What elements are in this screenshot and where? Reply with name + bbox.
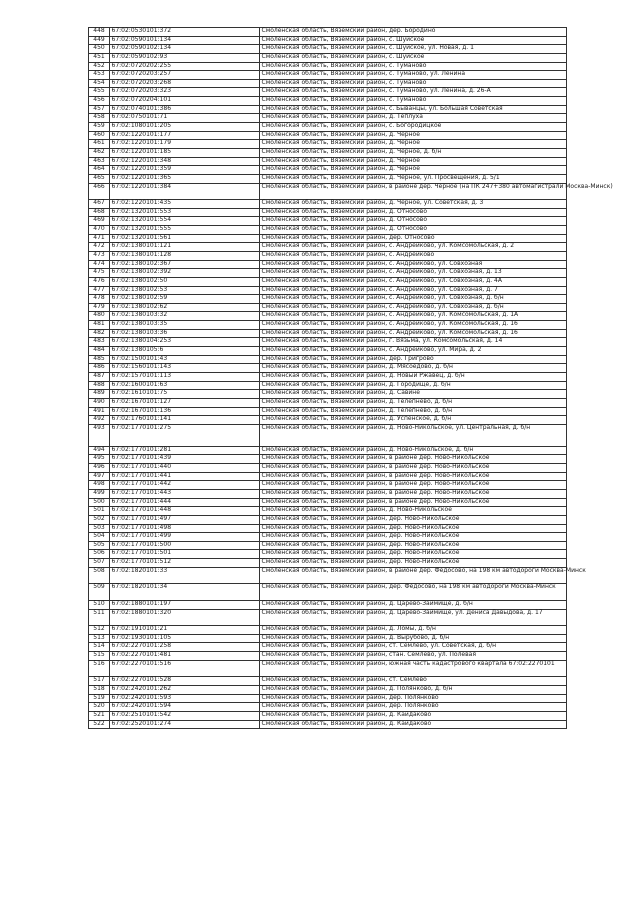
cadastral-number-cell: 67:02:2270101:481 <box>110 652 260 661</box>
address-cell: Смоленская область, Вяземский район, дер. Относово <box>260 234 567 243</box>
row-number-cell: 466 <box>89 183 110 200</box>
row-number-cell: 507 <box>89 559 110 568</box>
address-cell: Смоленская область, Вяземский район, в районе дер. Ново-Никольское <box>260 498 567 507</box>
address-cell: Смоленская область, Вяземский район, стан. Семлево, ул. Полевая <box>260 652 567 661</box>
cadastral-number-cell: 67:02:1380102:62 <box>110 303 260 312</box>
row-number-cell: 476 <box>89 277 110 286</box>
cadastral-number-cell: 67:02:0720202:255 <box>110 62 260 71</box>
cadastral-number-cell: 67:02:1220101:435 <box>110 200 260 209</box>
cadastral-number-cell: 67:02:2420101:262 <box>110 685 260 694</box>
cadastral-number-cell: 67:02:0590102:93 <box>110 53 260 62</box>
table-row <box>89 600 567 609</box>
row-number-cell: 472 <box>89 243 110 252</box>
table-row <box>89 398 567 407</box>
address-cell: Смоленская область, Вяземский район, с. Богородицкое <box>260 123 567 132</box>
cadastral-number-cell: 67:02:1770101:440 <box>110 464 260 473</box>
cadastral-number-cell: 67:02:1380102:50 <box>110 277 260 286</box>
cadastral-number-cell: 67:02:1380101:121 <box>110 243 260 252</box>
row-number-cell: 454 <box>89 79 110 88</box>
address-cell: Смоленская область, Вяземский район, в районе дер. Ново-Никольское <box>260 464 567 473</box>
cadastral-number-cell: 67:02:2420101:594 <box>110 703 260 712</box>
address-cell: Смоленская область, Вяземский район, с. Андрейково, ул. Комсомольская, д. 16 <box>260 321 567 330</box>
cadastral-number-cell: 67:02:0720203:257 <box>110 71 260 80</box>
address-cell: Смоленская область, Вяземский район, д. Теплуха <box>260 114 567 123</box>
row-number-cell: 521 <box>89 711 110 720</box>
cadastral-number-cell: 67:02:1380102:392 <box>110 269 260 278</box>
address-cell: Смоленская область, Вяземский район, д. Черное, ул. Просвещения, д. 5/1 <box>260 174 567 183</box>
row-number-cell: 463 <box>89 157 110 166</box>
address-cell: Смоленская область, Вяземский район, с. Андрейково, ул. Совхозная, д. б/н <box>260 295 567 304</box>
row-number-cell: 450 <box>89 45 110 54</box>
address-cell: Смоленская область, Вяземский район, д. Телепнево, д. б/н <box>260 398 567 407</box>
address-cell: Смоленская область, Вяземский район, дер. Ново-Никольское <box>260 550 567 559</box>
row-number-cell: 469 <box>89 217 110 226</box>
cadastral-number-cell: 67:02:0590102:134 <box>110 45 260 54</box>
table-row <box>89 123 567 132</box>
address-cell: Смоленская область, Вяземский район, с. Андрейково, ул. Совхозная, д. 4А <box>260 277 567 286</box>
row-number-cell: 516 <box>89 660 110 677</box>
row-number-cell: 490 <box>89 398 110 407</box>
cadastral-number-cell: 67:02:1380105:6 <box>110 347 260 356</box>
address-cell: Смоленская область, Вяземский район, д. Городище, д. б/н <box>260 381 567 390</box>
cadastral-number-cell: 67:02:1560101:143 <box>110 364 260 373</box>
cadastral-number-cell: 67:02:1220101:365 <box>110 174 260 183</box>
address-cell: Смоленская область, Вяземский район, с. Шуйское <box>260 53 567 62</box>
cadastral-number-cell: 67:02:1770101:441 <box>110 472 260 481</box>
address-cell: Смоленская область, Вяземский район, дер. Полянково <box>260 703 567 712</box>
row-number-cell: 494 <box>89 446 110 455</box>
table-row <box>89 183 567 200</box>
row-number-cell: 458 <box>89 114 110 123</box>
table-row <box>89 559 567 568</box>
row-number-cell: 452 <box>89 62 110 71</box>
row-number-cell: 511 <box>89 609 110 626</box>
row-number-cell: 486 <box>89 364 110 373</box>
cadastral-number-cell: 67:02:1770101:448 <box>110 507 260 516</box>
cadastral-number-cell: 67:02:1770101:443 <box>110 489 260 498</box>
address-cell: Смоленская область, Вяземский район, с. Шуйское, ул. Новая, д. 1 <box>260 45 567 54</box>
address-cell: Смоленская область, Вяземский район, д. Мясоедово, д. б/н <box>260 364 567 373</box>
row-number-cell: 513 <box>89 634 110 643</box>
row-number-cell: 473 <box>89 251 110 260</box>
address-cell: Смоленская область, Вяземский район, дер. Полянково <box>260 694 567 703</box>
address-cell: Смоленская область, Вяземский район, дер. Ново-Никольское <box>260 533 567 542</box>
cadastral-number-cell: 67:02:1600101:63 <box>110 381 260 390</box>
table-row <box>89 372 567 381</box>
table-row <box>89 321 567 330</box>
address-cell: Смоленская область, Вяземский район, д. Кайдаково <box>260 720 567 729</box>
row-number-cell: 457 <box>89 105 110 114</box>
row-number-cell: 468 <box>89 208 110 217</box>
table-row <box>89 347 567 356</box>
cadastral-number-cell: 67:02:0750101:71 <box>110 114 260 123</box>
row-number-cell: 480 <box>89 312 110 321</box>
table-row <box>89 609 567 626</box>
cadastral-number-cell: 67:02:1380101:128 <box>110 251 260 260</box>
table-row <box>89 97 567 106</box>
cadastral-number-cell: 67:02:0720204:101 <box>110 97 260 106</box>
row-number-cell: 467 <box>89 200 110 209</box>
row-number-cell: 488 <box>89 381 110 390</box>
row-number-cell: 471 <box>89 234 110 243</box>
address-cell: Смоленская область, Вяземский район, д. Полянково, д. б/н <box>260 685 567 694</box>
address-cell: Смоленская область, Вяземский район, с. Андрейково, ул. Совхозная <box>260 260 567 269</box>
address-cell: Смоленская область, Вяземский район, с. Андрейково, ул. Комсомольская, д. 1А <box>260 312 567 321</box>
address-cell: Смоленская область, Вяземский район, д. Ново-Никольское <box>260 507 567 516</box>
row-number-cell: 460 <box>89 131 110 140</box>
row-number-cell: 512 <box>89 626 110 635</box>
row-number-cell: 500 <box>89 498 110 507</box>
row-number-cell: 493 <box>89 424 110 446</box>
row-number-cell: 448 <box>89 28 110 37</box>
address-cell: Смоленская область, Вяземский район, с. Андрейково, ул. Совхозная, д. б/н <box>260 303 567 312</box>
row-number-cell: 474 <box>89 260 110 269</box>
address-cell: Смоленская область, Вяземский район, д. Черное <box>260 140 567 149</box>
row-number-cell: 501 <box>89 507 110 516</box>
address-cell: Смоленская область, Вяземский район, с. Туманово, ул. Ленина, д. 26-А <box>260 88 567 97</box>
cadastral-number-cell: 67:02:0530101:372 <box>110 28 260 37</box>
cadastral-register-table <box>88 27 613 729</box>
address-cell: Смоленская область, Вяземский район, д. Черное <box>260 166 567 175</box>
address-cell: Смоленская область, Вяземский район, с. Андрейково, ул. Комсомольская, д. 16 <box>260 329 567 338</box>
table-row <box>89 200 567 209</box>
cadastral-number-cell: 67:02:2270101:516 <box>110 660 260 677</box>
row-number-cell: 518 <box>89 685 110 694</box>
cadastral-number-cell: 67:02:1770101:497 <box>110 515 260 524</box>
address-cell: Смоленская область, Вяземский район, с. Туманово <box>260 62 567 71</box>
address-cell: Смоленская область, Вяземский район, ст. Семлево <box>260 677 567 686</box>
address-cell: Смоленская область, Вяземский район, д. Кайдаково <box>260 711 567 720</box>
cadastral-number-cell: 67:02:1220101:185 <box>110 148 260 157</box>
table-row <box>89 251 567 260</box>
row-number-cell: 465 <box>89 174 110 183</box>
address-cell: Смоленская область, Вяземский район, в районе дер. Черное (на ПК 247+380 автомагистрали Москва-Минск) <box>260 183 567 200</box>
address-cell: Смоленская область, Вяземский район, д. Царево-Займище, д. б/н <box>260 600 567 609</box>
address-cell: Смоленская область, Вяземский район, д. Ново-Никольское, ул. Центральная, д. б/н <box>260 424 567 446</box>
row-number-cell: 519 <box>89 694 110 703</box>
address-cell: Смоленская область, Вяземский район, в районе дер. Ново-Никольское <box>260 472 567 481</box>
cadastral-number-cell: 67:02:1930101:105 <box>110 634 260 643</box>
table-row <box>89 464 567 473</box>
row-number-cell: 478 <box>89 295 110 304</box>
row-number-cell: 520 <box>89 703 110 712</box>
address-cell: Смоленская область, Вяземский район, с. Андрейково, ул. Совхозная, д. 7 <box>260 286 567 295</box>
row-number-cell: 506 <box>89 550 110 559</box>
cadastral-number-cell: 67:02:1770101:500 <box>110 541 260 550</box>
cadastral-number-cell: 67:02:1380102:367 <box>110 260 260 269</box>
row-number-cell: 455 <box>89 88 110 97</box>
address-cell: Смоленская область, Вяземский район, д. Относово <box>260 217 567 226</box>
cadastral-number-cell: 67:02:1380103:36 <box>110 329 260 338</box>
address-cell: Смоленская область, Вяземский район, с. Андрейково, ул. Совхозная, д. 13 <box>260 269 567 278</box>
row-number-cell: 491 <box>89 407 110 416</box>
row-number-cell: 464 <box>89 166 110 175</box>
address-cell: Смоленская область, Вяземский район, д. Ново-Никольское, д. б/н <box>260 446 567 455</box>
cadastral-number-cell: 67:02:1880101:197 <box>110 600 260 609</box>
row-number-cell: 481 <box>89 321 110 330</box>
row-number-cell: 477 <box>89 286 110 295</box>
table-row <box>89 174 567 183</box>
address-cell: Смоленская область, Вяземский район, д. Вырубово, д. б/н <box>260 634 567 643</box>
row-number-cell: 484 <box>89 347 110 356</box>
address-cell: Смоленская область, Вяземский район, с. Быванцы, ул. Большая Советская <box>260 105 567 114</box>
address-cell: Смоленская область, Вяземский район, дер. Бородино <box>260 28 567 37</box>
cadastral-number-cell: 67:02:1380102:59 <box>110 295 260 304</box>
row-number-cell: 487 <box>89 372 110 381</box>
row-number-cell: 492 <box>89 416 110 425</box>
address-cell: Смоленская область, Вяземский район, д. Относово <box>260 226 567 235</box>
row-number-cell: 497 <box>89 472 110 481</box>
row-number-cell: 514 <box>89 643 110 652</box>
cadastral-number-cell: 67:02:1220101:348 <box>110 157 260 166</box>
table-row <box>89 652 567 661</box>
cadastral-number-cell: 67:02:1770101:439 <box>110 455 260 464</box>
row-number-cell: 498 <box>89 481 110 490</box>
row-number-cell: 502 <box>89 515 110 524</box>
address-cell: Смоленская область, Вяземский район, в районе дер. Ново-Никольское <box>260 455 567 464</box>
row-number-cell: 482 <box>89 329 110 338</box>
row-number-cell: 489 <box>89 390 110 399</box>
address-cell: Смоленская область, Вяземский район, д. Черное <box>260 157 567 166</box>
cadastral-number-cell: 67:02:1820101:33 <box>110 567 260 584</box>
address-cell: Смоленская область, Вяземский район, дер. Ново-Никольское <box>260 515 567 524</box>
address-cell: Смоленская область, Вяземский район, с. Шуйское <box>260 36 567 45</box>
address-cell: Смоленская область, Вяземский район, с. Туманово, ул. Ленина <box>260 71 567 80</box>
address-cell: Смоленская область, Вяземский район, дер. Федосово, на 198 км автодороги Москва-Минск <box>260 584 567 601</box>
address-cell: Смоленская область, Вяземский район, с. Андрейково, ул. Комсомольская, д. 2 <box>260 243 567 252</box>
row-number-cell: 449 <box>89 36 110 45</box>
row-number-cell: 510 <box>89 600 110 609</box>
address-cell: Смоленская область, Вяземский район, д. Относово <box>260 208 567 217</box>
cadastral-number-cell: 67:02:1670101:127 <box>110 398 260 407</box>
address-cell: Смоленская область, Вяземский район, д. Телепнево, д. б/н <box>260 407 567 416</box>
row-number-cell: 505 <box>89 541 110 550</box>
cadastral-number-cell: 67:02:1380103:35 <box>110 321 260 330</box>
row-number-cell: 453 <box>89 71 110 80</box>
row-number-cell: 495 <box>89 455 110 464</box>
cadastral-number-cell: 67:02:1770101:498 <box>110 524 260 533</box>
cadastral-number-cell: 67:02:1770101:499 <box>110 533 260 542</box>
address-cell: Смоленская область, Вяземский район, дер. Григрово <box>260 355 567 364</box>
table-row <box>89 416 567 425</box>
table-row <box>89 685 567 694</box>
cadastral-number-cell: 67:02:1570101:113 <box>110 372 260 381</box>
cadastral-number-cell: 67:02:1770101:442 <box>110 481 260 490</box>
cadastral-number-cell: 67:02:1770101:275 <box>110 424 260 446</box>
cadastral-number-cell: 67:02:1760101:141 <box>110 416 260 425</box>
address-cell: Смоленская область, Вяземский район, с. Туманово <box>260 97 567 106</box>
cadastral-number-cell: 67:02:1670101:136 <box>110 407 260 416</box>
row-number-cell: 517 <box>89 677 110 686</box>
address-cell: Смоленская область, Вяземский район, дер. Ново-Никольское <box>260 559 567 568</box>
cadastral-number-cell: 67:02:2510101:542 <box>110 711 260 720</box>
table-row <box>89 226 567 235</box>
address-cell: Смоленская область, Вяземский район, д. Царево-Займище, ул. Дениса Давыдова, д. 17 <box>260 609 567 626</box>
row-number-cell: 479 <box>89 303 110 312</box>
address-cell: Смоленская область, Вяземский район, в районе дер. Федосово, на 198 км автодороги Москва-Минск <box>260 567 567 584</box>
address-cell: Смоленская область, Вяземский район, в районе дер. Ново-Никольское <box>260 489 567 498</box>
row-number-cell: 499 <box>89 489 110 498</box>
table-row <box>89 711 567 720</box>
row-number-cell: 504 <box>89 533 110 542</box>
row-number-cell: 483 <box>89 338 110 347</box>
row-number-cell: 470 <box>89 226 110 235</box>
cadastral-number-cell: 67:02:1220101:177 <box>110 131 260 140</box>
table-row <box>89 515 567 524</box>
cadastral-number-cell: 67:02:1220101:359 <box>110 166 260 175</box>
table-row <box>89 584 567 601</box>
table-row <box>89 720 567 729</box>
register-table-body <box>89 27 613 729</box>
cadastral-number-cell: 67:02:1220101:384 <box>110 183 260 200</box>
cadastral-number-cell: 67:02:1380104:253 <box>110 338 260 347</box>
cadastral-number-cell: 67:02:1500101:43 <box>110 355 260 364</box>
table-row <box>89 28 567 37</box>
address-cell: Смоленская область, Вяземский район, дер. Ново-Никольское <box>260 541 567 550</box>
row-number-cell: 522 <box>89 720 110 729</box>
address-cell: Смоленская область, Вяземский район, ст. Семлево, ул. Советская, д. б/н <box>260 643 567 652</box>
row-number-cell: 459 <box>89 123 110 132</box>
document-page <box>88 27 613 729</box>
address-cell: Смоленская область, Вяземский район, д. Черное, д. б/н <box>260 148 567 157</box>
address-cell: Смоленская область, Вяземский район, дер. Ново-Никольское <box>260 524 567 533</box>
row-number-cell: 462 <box>89 148 110 157</box>
cadastral-number-cell: 67:02:0590101:134 <box>110 36 260 45</box>
address-cell: Смоленская область, Вяземский район, д. Ломы, д. б/н <box>260 626 567 635</box>
address-cell: Смоленская область, Вяземский район, г. Вязьма, ул. Комсомольская, д. 14 <box>260 338 567 347</box>
table-row <box>89 660 567 677</box>
table-row <box>89 148 567 157</box>
row-number-cell: 456 <box>89 97 110 106</box>
cadastral-number-cell: 67:02:1880101:320 <box>110 609 260 626</box>
cadastral-number-cell: 67:02:1380102:53 <box>110 286 260 295</box>
cadastral-number-cell: 67:02:2270101:258 <box>110 643 260 652</box>
row-number-cell: 508 <box>89 567 110 584</box>
address-cell: Смоленская область, Вяземский район, д. Черное, ул. Советская, д. 3 <box>260 200 567 209</box>
table-row <box>89 424 567 446</box>
row-number-cell: 451 <box>89 53 110 62</box>
cadastral-number-cell: 67:02:1320101:555 <box>110 226 260 235</box>
address-cell: Смоленская область, Вяземский район, с. Андрейково, ул. Мира, д. 2 <box>260 347 567 356</box>
cadastral-number-cell: 67:02:1320101:554 <box>110 217 260 226</box>
table-row <box>89 277 567 286</box>
row-number-cell: 475 <box>89 269 110 278</box>
cadastral-number-cell: 67:02:2270101:528 <box>110 677 260 686</box>
cadastral-number-cell: 67:02:1820101:34 <box>110 584 260 601</box>
address-cell: Смоленская область, Вяземский район, с. Андрейково <box>260 251 567 260</box>
table-row <box>89 489 567 498</box>
cadastral-number-cell: 67:02:1910101:21 <box>110 626 260 635</box>
table-row <box>89 567 567 584</box>
row-number-cell: 503 <box>89 524 110 533</box>
cadastral-number-cell: 67:02:1220101:179 <box>110 140 260 149</box>
cadastral-number-cell: 67:02:1770101:512 <box>110 559 260 568</box>
table-row <box>89 53 567 62</box>
cadastral-number-cell: 67:02:1320101:561 <box>110 234 260 243</box>
cadastral-number-cell: 67:02:1380103:32 <box>110 312 260 321</box>
address-cell: Смоленская область, Вяземский район, д. Успенское, д. б/н <box>260 416 567 425</box>
address-cell: Смоленская область, Вяземский район, с. Туманово <box>260 79 567 88</box>
cadastral-number-cell: 67:02:0720203:268 <box>110 79 260 88</box>
cadastral-number-cell: 67:02:1770101:281 <box>110 446 260 455</box>
cadastral-number-cell: 67:02:0740101:386 <box>110 105 260 114</box>
address-cell: Смоленская область, Вяземский район, д. Черное <box>260 131 567 140</box>
cadastral-number-cell: 67:02:1610101:75 <box>110 390 260 399</box>
cadastral-number-cell: 67:02:1320101:553 <box>110 208 260 217</box>
row-number-cell: 461 <box>89 140 110 149</box>
address-cell: Смоленская область, Вяземский район, д. Новый Ржавец, д. б/н <box>260 372 567 381</box>
row-number-cell: 509 <box>89 584 110 601</box>
row-number-cell: 496 <box>89 464 110 473</box>
cadastral-number-cell: 67:02:0720203:323 <box>110 88 260 97</box>
address-cell: Смоленская область, Вяземский район, южная часть кадастрового квартала 67:02:2270101 <box>260 660 567 677</box>
address-cell: Смоленская область, Вяземский район, в районе дер. Ново-Никольское <box>260 481 567 490</box>
cadastral-number-cell: 67:02:2520101:274 <box>110 720 260 729</box>
row-number-cell: 485 <box>89 355 110 364</box>
cadastral-number-cell: 67:02:1770101:444 <box>110 498 260 507</box>
row-number-cell: 515 <box>89 652 110 661</box>
address-cell: Смоленская область, Вяземский район, д. Савине <box>260 390 567 399</box>
cadastral-number-cell: 67:02:2420101:593 <box>110 694 260 703</box>
cadastral-number-cell: 67:02:1770101:501 <box>110 550 260 559</box>
cadastral-number-cell: 67:02:1080101:205 <box>110 123 260 132</box>
